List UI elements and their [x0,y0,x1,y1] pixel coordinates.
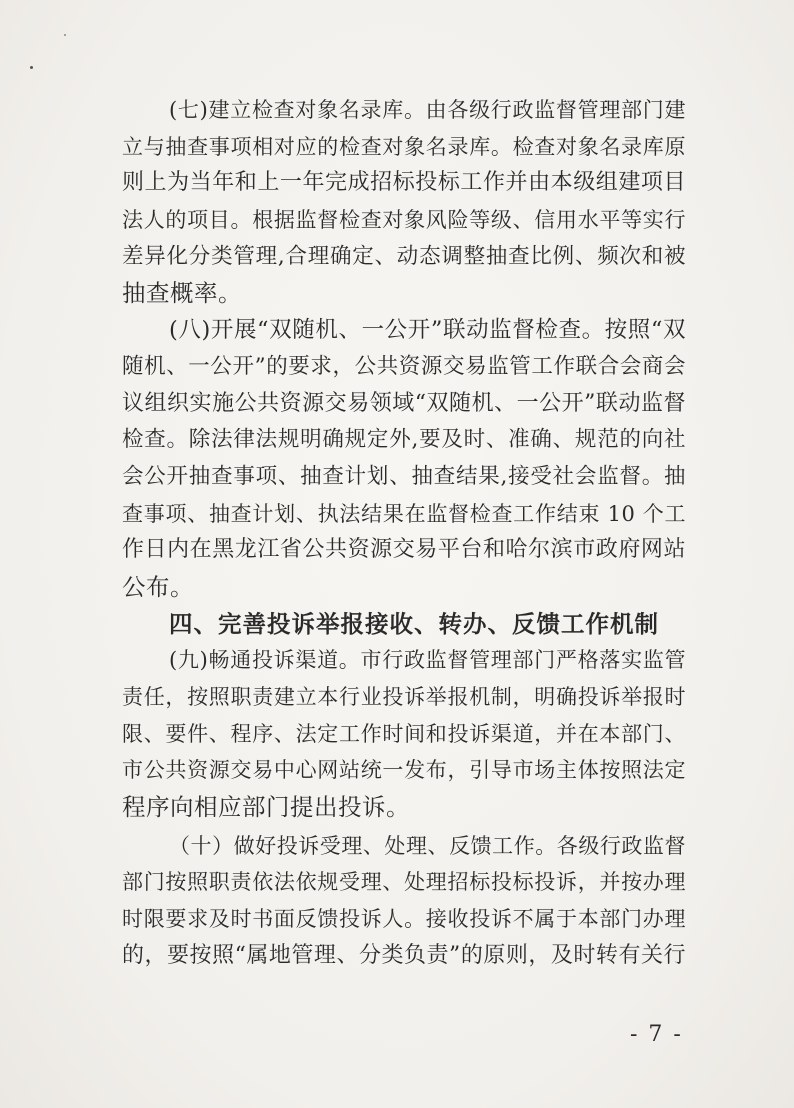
page-number: - 7 - [630,1022,683,1047]
text-line: 会公开抽查事项、抽查计划、抽查结果,接受社会监督。抽 [122,463,686,489]
text-line: 差异化分类管理,合理确定、动态调整抽查比例、频次和被 [122,243,686,269]
text-line: 检查。除法律法规明确规定外,要及时、准确、规范的向社 [122,427,686,453]
text-line: 限、要件、程序、法定工作时间和投诉渠道，并在本部门、 [122,721,686,746]
text-line: 程序向相应部门提出投诉。 [122,793,410,822]
section-heading: 四、完善投诉举报接收、转办、反馈工作机制 [169,609,659,638]
text-line: 部门按照职责依法依规受理、处理招标投标投诉，并按办理 [122,870,686,895]
paragraph-7 [122,92,686,312]
scan-speck [30,66,33,69]
text-line: 随机、一公开”的要求，公共资源交易监管工作联合会商会 [122,353,686,379]
text-line: 责任，按照职责建立本行业投诉举报机制，明确投诉举报时 [122,685,686,709]
scan-speck [64,34,66,36]
paragraph-10 [122,828,686,975]
text-line: 议组织实施公共资源交易领域“双随机、一公开”联动监督 [122,390,686,416]
paragraph-8 [122,312,686,606]
text-line: (八)开展“双随机、一公开”联动监督检查。按照“双 [169,317,686,344]
text-line: 时限要求及时书面反馈投诉人。接收投诉不属于本部门办理 [122,907,686,932]
text-line: 的，要按照“属地管理、分类负责”的原则，及时转有关行 [122,942,686,968]
text-line: (七)建立检查对象名录库。由各级行政监督管理部门建 [169,98,686,122]
text-line: 作日内在黑龙江省公共资源交易平台和哈尔滨市政府网站 [122,537,686,563]
text-line: 则上为当年和上一年完成招标投标工作并由本级组建项目 [122,170,686,196]
text-line: 市公共资源交易中心网站统一发布，引导市场主体按照法定 [122,758,686,783]
text-line: 查事项、抽查计划、执法结果在监督检查工作结束 10 个工 [122,501,686,526]
paragraph-9 [122,642,686,825]
document-body [122,92,686,975]
text-line: 公布。 [122,572,194,601]
text-line: （十）做好投诉受理、处理、反馈工作。各级行政监督 [169,833,686,858]
text-line: (九)畅通投诉渠道。市行政监督管理部门严格落实监管 [169,648,686,673]
text-line: 法人的项目。根据监督检查对象风险等级、信用水平等实行 [122,208,686,233]
text-line: 立与抽查事项相对应的检查对象名录库。检查对象名录库原 [122,134,686,159]
text-line: 抽查概率。 [122,279,242,308]
